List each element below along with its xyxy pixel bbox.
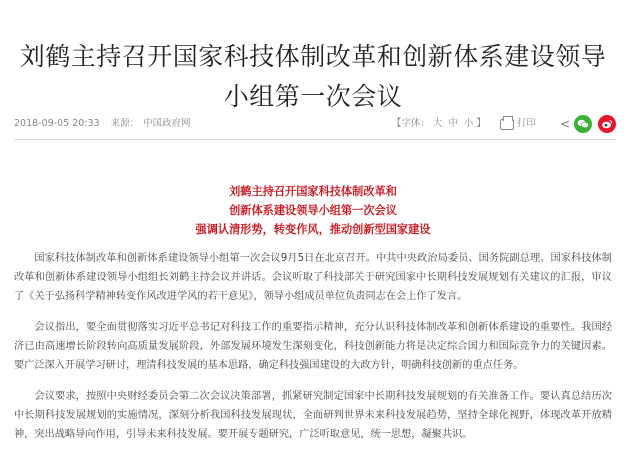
font-size-large[interactable]: 大 [432,118,443,129]
subhead-line-2: 创新体系建设领导小组第一次会议 [229,204,397,217]
printer-icon [500,119,514,130]
article-subheadline [0,182,626,239]
font-size-small[interactable]: 小 [463,118,474,129]
share-group [560,114,616,134]
source-info [111,118,199,129]
share-icon[interactable]: < [559,117,570,131]
font-size-medium[interactable]: 中 [448,118,458,129]
subhead-line-3: 强调认清形势，转变作风，推动创新型国家建设 [195,223,431,236]
article-body [14,249,612,456]
body-paragraph-3: 会议要求，按照中央财经委员会第二次会议决策部署，抓紧研究制定国家中长期科技发展规划的有关准备工作。要认真总结历次中长期科技发展规划的实施情况，深刻分析我国科技发展现状，全面研判世界未来科技发展趋势，坚持全球化视野，体现改革开放精神，突出战略导向作用，引导未来科技发展。要开展专题研究，广泛听取意见，统一思想，凝聚共识。 [14,391,612,440]
publish-date: 2018-09-05 20:33 [14,118,100,129]
body-paragraph-2: 会议指出，要全面贯彻落实习近平总书记对科技工作的重要指示精神，充分认识科技体制改革和创新体系建设的重要性。我国经济已由高速增长阶段转向高质量发展阶段，外部发展环境发生深刻变化，科技创新能力将是决定综合国力和国际竞争力的关键因素。要广泛深入开展学习研讨，理清科技发展的基本思路，确定科技强国建设的大政方针，明确科技创新的重点任务。 [14,322,612,371]
article-title [0,37,626,117]
article-tools [384,114,616,134]
subhead-line-1: 刘鹤主持召开国家科技体制改革和 [229,185,397,198]
wechat-icon[interactable] [574,115,592,133]
print-label: 打印 [516,118,536,129]
font-size-label: 【字体： [391,118,430,129]
print-button[interactable] [500,114,536,134]
source-label: 来源： [110,118,140,129]
article-meta-bar [14,114,616,134]
article-title-line-2: 小组第一次会议 [223,81,403,111]
body-paragraph-1: 国家科技体制改革和创新体系建设领导小组第一次会议9月5日在北京召开。中共中央政治局委员、国务院副总理、国家科技体制改革和创新体系建设领导小组组长刘鹤主持会议并讲话。会议听取了科技部关于研究国家中长期科技发展规划有关建议的汇报，审议了《关于弘扬科学精神转变作风改进学风的若干意见》，领导小组成员单位负责同志在会上作了发言。 [14,253,612,302]
weibo-icon[interactable] [598,115,616,133]
article-title-line-1: 刘鹤主持召开国家科技体制改革和创新体系建设领导 [19,41,607,71]
font-size-end: 】 [476,118,486,129]
meta-divider [14,139,616,140]
source-name: 中国政府网 [143,118,191,129]
font-size-control [392,114,486,134]
